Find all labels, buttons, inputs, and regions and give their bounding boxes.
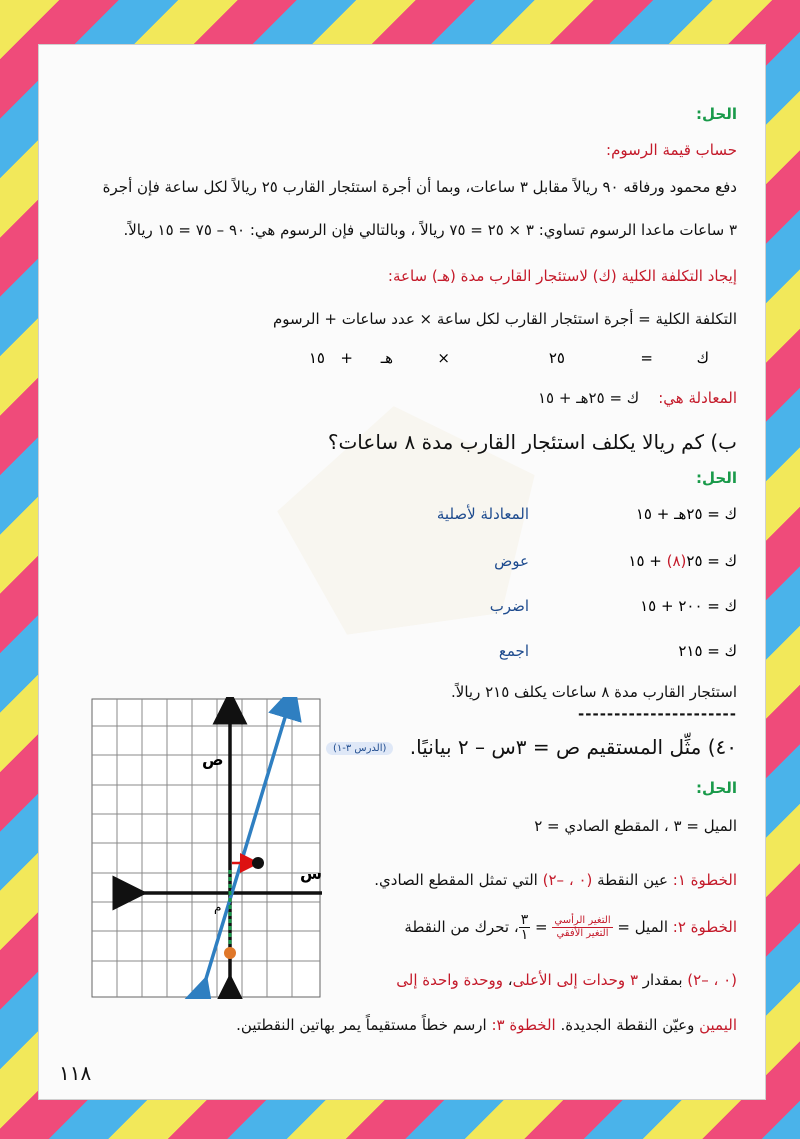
step-2-expr-post: + ١٥ [628, 552, 667, 570]
question-40 [326, 735, 737, 759]
step2b-and: ، [502, 971, 513, 989]
step1-point: (٠ ، –٢) [542, 871, 593, 889]
fees-paragraph-2: ٣ ساعات ماعدا الرسوم تساوي: ٣ × ٢٥ = ٧٥ ريالاً ، وبالتالي فإن الرسوم هي: ٩٠ – ٧٥ = ١٥ ريالاً. [123, 221, 737, 239]
step3-post: ارسم خطاً مستقيماً يمر بهاتين النقطتين. [236, 1016, 492, 1034]
step-2-expr [628, 552, 737, 570]
grid [92, 699, 320, 997]
equation-line [538, 389, 737, 407]
solution-label-1: الحل: [696, 105, 737, 123]
line-graph [90, 697, 322, 999]
solution-label-3: الحل: [696, 779, 737, 797]
sym-h: هـ [380, 349, 393, 367]
step2b-mid: بمقدار [638, 971, 688, 989]
step-1-expr: ك = ٢٥هـ + ١٥ [635, 505, 737, 523]
fees-paragraph-1: دفع محمود ورفاقه ٩٠ ريالاً مقابل ٣ ساعات، وبما أن أجرة استئجار القارب ٢٥ ريالاً لكل ساعة فإن أجرة [102, 178, 737, 196]
new-point [252, 857, 264, 869]
step-2-expr-sub: (٨) [666, 552, 687, 570]
sym-15: ١٥ [308, 349, 325, 367]
step-4-expr: ك = ٢١٥ [678, 642, 737, 660]
step1-label: الخطوة ١: [672, 871, 737, 889]
step1-line [374, 871, 737, 889]
answer-b: استئجار القارب مدة ٨ ساعات يكلف ٢١٥ ريالاً. [451, 683, 737, 701]
origin-label: م [214, 900, 222, 914]
step2-frac-den: التغير الأفقي [556, 928, 609, 939]
step2-continued [396, 971, 737, 989]
sym-times: × [437, 349, 450, 367]
step-2-note: عوض [494, 552, 529, 570]
step2-line: الخطوة ٢: الميل = $\frac{\text{التغير الرأسي}}{\text{التغير الأفقي}}$ = ٣ ١ ، تحرك من النقطة [404, 912, 737, 943]
x-axis-label: س [300, 864, 322, 883]
step3-mid: وعيّن النقطة الجديدة. [555, 1016, 700, 1034]
step2-label: الخطوة ٢: [672, 918, 737, 936]
divider: ---------------------- [578, 705, 737, 723]
step2-frac-num: التغير الرأسي [554, 915, 611, 926]
question-40-text: ٤٠) مثِّل المستقيم ص = ٣س – ٢ بيانيًا. [409, 735, 737, 759]
step-3-expr: ك = ٢٠٠ + ١٥ [640, 597, 737, 615]
sym-k: ك [696, 349, 709, 367]
equation: ك = ٢٥هـ + ١٥ [538, 389, 640, 407]
step2b-point: (٠ ، –٢) [687, 971, 737, 989]
sym-plus: + [340, 349, 353, 367]
question-b: ب) كم ريالا يكلف استئجار القارب مدة ٨ ساعات؟ [327, 430, 737, 454]
sym-25: ٢٥ [548, 349, 565, 367]
step3-right-word: اليمين [699, 1016, 737, 1034]
equation-label: المعادلة هي: [658, 389, 737, 407]
step2b-up: ٣ وحدات إلى الأعلى [512, 971, 638, 989]
fees-heading: حساب قيمة الرسوم: [606, 141, 737, 159]
step2-val-den: ١ [520, 927, 529, 943]
step-1-note: المعادلة لأصلية [436, 505, 529, 523]
step3-line [236, 1016, 737, 1034]
y-axis-label: ص [202, 750, 224, 769]
step-2-expr-pre: ك = ٢٥ [686, 552, 737, 570]
step1-pre: عين النقطة [592, 871, 673, 889]
slope-intercept: الميل = ٣ ، المقطع الصادي = ٢ [534, 817, 737, 835]
lesson-tag: (الدرس ٣-١) [326, 742, 393, 755]
step2-post: ، تحرك من النقطة [404, 918, 519, 936]
page-sheet [38, 44, 766, 1100]
step2-pre: الميل = [612, 918, 673, 936]
step2-value-fraction [519, 913, 531, 942]
page-number: ١١٨ [59, 1061, 92, 1085]
sym-eq: = [640, 349, 653, 367]
step2b-right: ووحدة واحدة إلى [396, 971, 503, 989]
step2-val-num: ٣ [520, 912, 529, 928]
step-3-note: اضرب [489, 597, 529, 615]
step-4-note: اجمع [498, 642, 529, 660]
cost-heading: إيجاد التكلفة الكلية (ك) لاستئجار القارب مدة (هـ) ساعة: [387, 267, 737, 285]
step2-word-fraction [552, 915, 612, 940]
step1-post: التي تمثل المقطع الصادي. [374, 871, 543, 889]
solution-label-2: الحل: [696, 469, 737, 487]
y-intercept-point [224, 947, 236, 959]
cost-definition: التكلفة الكلية = أجرة استئجار القارب لكل ساعة × عدد ساعات + الرسوم [273, 310, 737, 328]
step3-label: الخطوة ٣: [491, 1016, 556, 1034]
